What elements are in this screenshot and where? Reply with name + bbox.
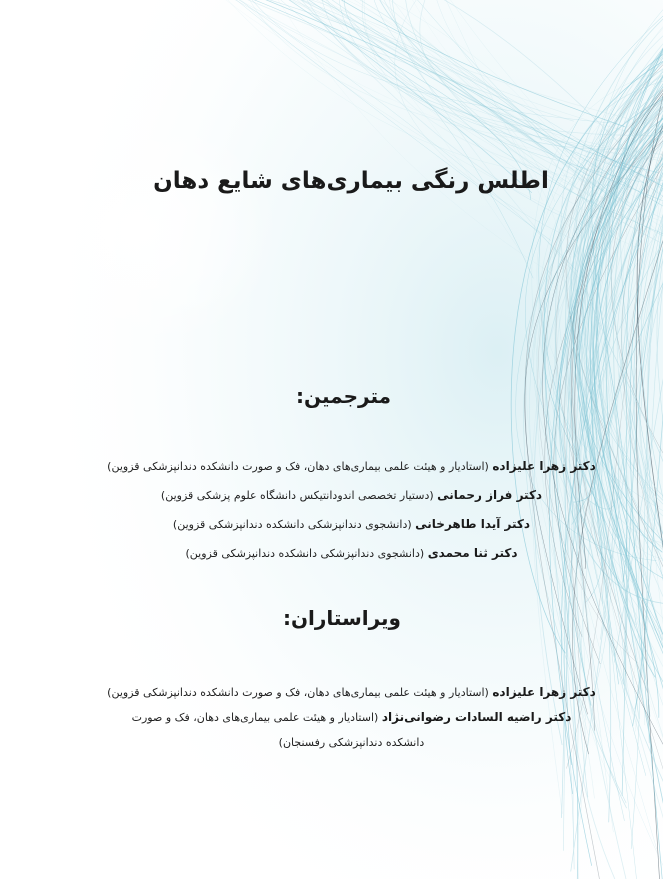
editor-name: دکتر زهرا علیزاده [492,685,596,699]
editor-entry [60,734,643,759]
translator-affiliation: (دانشجوی دندانپزشکی دانشکده دندانپزشکی قزوین) [172,518,412,531]
translators-list [60,458,643,574]
translators-heading: مترجمین: [296,384,391,408]
editor-entry [60,684,643,709]
translator-name: دکتر فراز رحمانی [437,488,543,502]
book-title: اطلس رنگی بیماری‌های شایع دهان [153,168,549,194]
editor-entry [60,709,643,734]
translator-entry [60,545,643,574]
translator-name: دکتر ثنا محمدی [427,546,518,560]
translator-affiliation: (دانشجوی دندانپزشکی دانشکده دندانپزشکی قزوین) [185,547,425,560]
translator-affiliation: (دستیار تخصصی اندودانتیکس دانشگاه علوم پزشکی قزوین) [160,489,434,502]
translator-affiliation: (استادیار و هیئت علمی بیماری‌های دهان، فک و صورت دانشکده دندانپزشکی قزوین) [107,460,489,473]
editors-list [60,684,643,759]
editors-heading: ویراستاران: [282,606,401,630]
translator-name: دکتر آیدا طاهرخانی [415,517,531,531]
translator-name: دکتر زهرا علیزاده [492,459,596,473]
translator-entry [60,487,643,516]
editor-name: دکتر راضیه السادات رضوانی‌نژاد [381,710,572,724]
editor-affiliation: دانشکده دندانپزشکی رفسنجان) [278,736,425,749]
editor-affiliation: (استادیار و هیئت علمی بیماری‌های دهان، فک و صورت دانشکده دندانپزشکی قزوین) [107,686,489,699]
translator-entry [60,458,643,487]
translator-entry [60,516,643,545]
editor-affiliation: (استادیار و هیئت علمی بیماری‌های دهان، فک و صورت [131,711,379,724]
